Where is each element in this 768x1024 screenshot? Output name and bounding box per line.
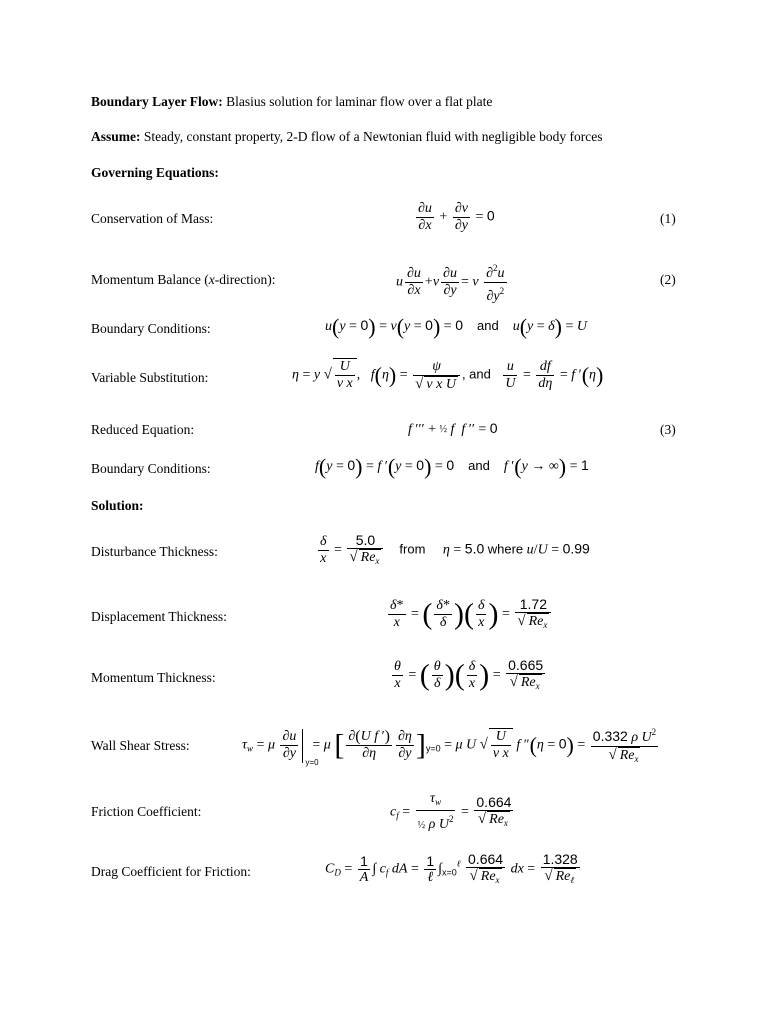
momentum-label: Momentum Balance (x-direction): xyxy=(91,272,276,287)
where-word: where xyxy=(487,541,524,557)
disturbance-label: Disturbance Thickness: xyxy=(91,544,218,559)
bc2-equation: f(y = 0) = f ′(y = 0) = 0 and f ′(y → ∞) = 1 xyxy=(315,454,589,479)
assume-rest: Steady, constant property, 2-D flow of a Newtonian fluid with negligible body forces xyxy=(140,129,603,144)
subst-label: Variable Substitution: xyxy=(91,370,209,385)
eq-number-2: (2) xyxy=(660,272,676,287)
title-line xyxy=(91,94,492,110)
subst-equation: η = y √ $\frac{U}{\text{ν x}}$ , f(η) = $\frac{\psi}{\text{√ ν x U}}$ , and $\frac{u}{U}$ = $\frac{df}{d\eta}$ = f ′(η) xyxy=(292,358,604,392)
mass-equation: $\frac{\partial u}{\partial x}$ + $\frac{\partial v}{\partial y}$ = 0 xyxy=(418,201,495,233)
bc2-and: and xyxy=(468,458,490,474)
bc2-label: Boundary Conditions: xyxy=(91,461,211,476)
drag-equation: $C_D$ = $\frac{1}{A}$ ∫ $c_f$ dA = $\frac{1}{\text{ℓ}}$ $\int_{x=0}^\ell$ $\frac{0.664}{√ Re_x}$ dx = $\frac{1.328}{√ Re_\ell}$ xyxy=(325,851,582,888)
momentum-thickness-equation: $\frac{\theta}{x}$ = ( $\frac{\theta}{\delta}$ )( $\frac{\delta}{x}$ ) = $\frac{0.665}{√ Re_x}$ xyxy=(390,657,547,694)
wall-shear-equation: $\tau_w = \mu$ $\frac{\partial u}{\partial y}$ y=0 = μ [ $\frac{\text{∂(U f ′)}}{\partial\eta}$ $\frac{\partial\eta}{\partial y}$ ]$_{y=0} = \mu$ U √ $\frac{U}{\text{ν x}}$ f ″(η = 0) = $\frac{0.332 \rho U^2}{√ Re_x}$ xyxy=(242,724,660,767)
assume-bold: Assume: xyxy=(91,129,141,144)
from-word: from xyxy=(399,541,426,557)
displacement-equation: $\frac{\delta*}{x}$ = ( $\frac{\delta*}{\delta}$ )( $\frac{\delta}{x}$ ) = $\frac{1.72}{√ Re_x}$ xyxy=(386,596,553,633)
mass-label: Conservation of Mass: xyxy=(91,211,214,226)
bc1-label: Boundary Conditions: xyxy=(91,321,211,336)
reduced-equation: f ′′′ + ½ f f ′′ = 0 xyxy=(408,420,498,437)
title-rest: Blasius solution for laminar flow over a flat plate xyxy=(222,94,493,109)
wall-shear-label: Wall Shear Stress: xyxy=(91,738,190,753)
eq-number-3: (3) xyxy=(660,422,676,437)
bc1-and: and xyxy=(476,318,499,334)
momentum-thickness-label: Momentum Thickness: xyxy=(91,670,216,685)
mass-rhs: 0 xyxy=(486,207,495,224)
displacement-label: Displacement Thickness: xyxy=(91,609,227,624)
friction-label: Friction Coefficient: xyxy=(91,804,202,819)
bc1-equation: u(y = 0) = v(y = 0) = 0 and u(y = δ) = U xyxy=(325,314,588,339)
friction-equation: $c_f$ = $\frac{\tau_w}{\frac{1}{2} \rho U^2}$ = $\frac{0.664}{√ Re_x}$ xyxy=(390,791,512,832)
assume-line xyxy=(91,129,603,145)
governing-heading: Governing Equations: xyxy=(91,165,219,180)
subst-comma-and: , and xyxy=(461,366,491,382)
reduced-label: Reduced Equation: xyxy=(91,422,195,437)
disturbance-equation: $\frac{\delta}{x}$ = $\frac{5.0}{√ Re_x}$ from η = 5.0 where u/U = 0.99 xyxy=(316,532,590,569)
solution-heading: Solution: xyxy=(91,498,144,513)
drag-label: Drag Coefficient for Friction: xyxy=(91,864,251,879)
title-bold: Boundary Layer Flow: xyxy=(91,94,223,109)
momentum-equation: u $\frac{\partial u}{\partial x}$ +v $\frac{\partial u}{\partial y}$ = ν $\frac{\partial^2u}{\partial y^2}$ xyxy=(396,260,509,305)
eq-number-1: (1) xyxy=(660,211,676,226)
